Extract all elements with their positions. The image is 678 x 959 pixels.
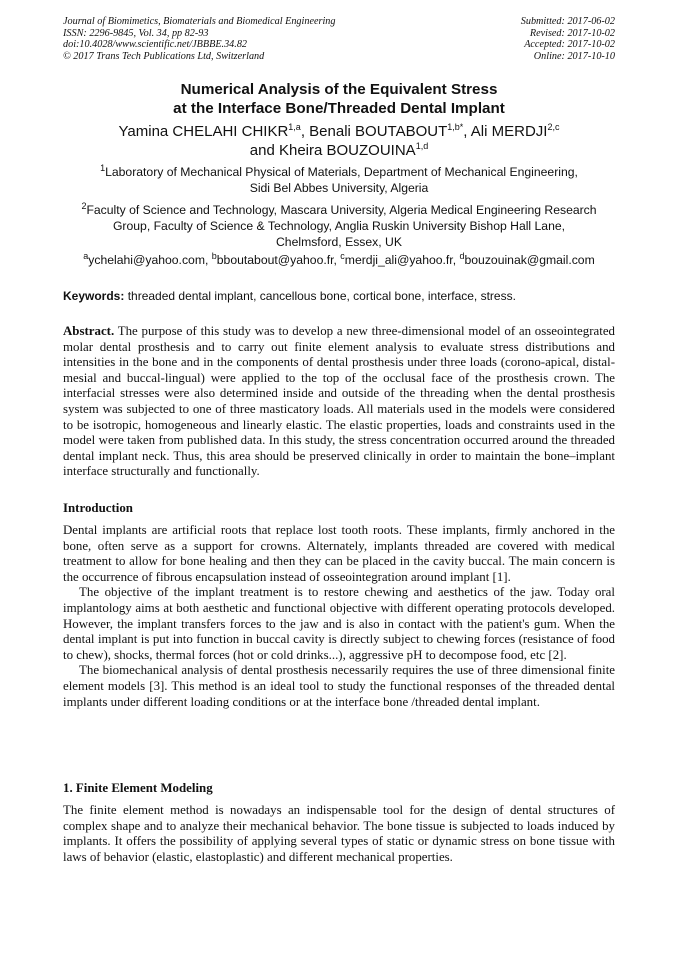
keywords-text: threaded dental implant, cancellous bone, cortical bone, interface, stress.: [124, 289, 516, 303]
intro-paragraph-3: The biomechanical analysis of dental prosthesis necessarily requires the use of three dimensional finite element models [3]. This method is an ideal tool to study the functional responses of the threaded dental implants under different loading conditions or at the interface bone /threaded dental implant.: [63, 663, 615, 709]
email-d-sup: d: [459, 250, 465, 261]
paper-title: [40, 80, 638, 118]
title-line-2: at the Interface Bone/Threaded Dental Implant: [173, 100, 505, 117]
email-b-sup: b: [211, 250, 217, 261]
email-a[interactable]: ychelahi@yahoo.com: [88, 253, 205, 267]
author-4: Kheira BOUZOUINA: [278, 142, 416, 159]
email-sep: ,: [333, 253, 341, 267]
abstract-label: Abstract.: [63, 324, 115, 338]
copyright: © 2017 Trans Tech Publications Ltd, Switzerland: [63, 50, 265, 62]
author-4-sup: 1,d: [415, 141, 429, 151]
affiliation-1-sup: 1: [100, 162, 106, 173]
keywords-label: Keywords:: [63, 289, 125, 303]
email-d[interactable]: bouzouinak@gmail.com: [464, 253, 595, 267]
author-list: [40, 122, 638, 160]
email-sep: ,: [204, 253, 212, 267]
email-c-sup: c: [340, 250, 345, 261]
author-emails: [50, 250, 628, 269]
affiliation-2-line-1: Faculty of Science and Technology, Mascara University, Algeria Medical Engineering Research: [86, 203, 597, 217]
author-sep: ,: [463, 123, 471, 140]
intro-paragraph-1: Dental implants are artificial roots that replace lost tooth roots. These implants, firmly anchored in the bone, often serve as a support for crowns. Alternately, implants threaded are covered with medical treatment to allow for bone healing and then they can be placed in the cavity buccal. The main concern is the occurrence of fibrous encapsulation instead of osseointegration around implant [1].: [63, 523, 615, 584]
submitted-date: Submitted: 2017-06-02: [520, 16, 615, 27]
email-b[interactable]: bboutabout@yahoo.fr: [216, 253, 334, 267]
issn: ISSN: 2296-9845, Vol. 34, pp 82-93: [63, 27, 209, 39]
email-sep: ,: [452, 253, 460, 267]
author-3: Ali MERDJI: [470, 123, 548, 140]
introduction-heading: Introduction: [63, 501, 133, 515]
journal-header: [63, 16, 615, 62]
author-and: and: [249, 142, 279, 159]
journal-name: Journal of Biomimetics, Biomaterials and Biomedical Engineering: [63, 16, 336, 27]
section-1-paragraph-1: The finite element method is nowadays an indispensable tool for the design of dental structures of complex shape and to analyze their mechanical behavior. The bone tissue is subjected to loads induced by implants. It offers the possibility of applying several types of static or dynamic stress on bone tissue with laws of behavior (elastic, elastoplastic) and different mechanical properties.: [63, 803, 615, 864]
author-2: Benali BOUTABOUT: [309, 123, 448, 140]
affiliation-2-line-2: Group, Faculty of Science & Technology, Anglia Ruskin University Bishop Hall Lane,: [112, 218, 566, 233]
section-1-body: [63, 803, 615, 865]
affiliation-2-sup: 2: [81, 200, 87, 211]
affiliation-2: [50, 200, 628, 250]
revised-date: Revised: 2017-10-02: [529, 27, 615, 39]
author-sep: ,: [300, 123, 310, 140]
affiliation-2-line-3: Chelmsford, Essex, UK: [276, 234, 402, 249]
affiliation-1-line-1: Laboratory of Mechanical Physical of Materials, Department of Mechanical Engineering,: [105, 165, 578, 179]
author-1-sup: 1,a: [288, 122, 301, 132]
author-1: Yamina CHELAHI CHIKR: [118, 123, 289, 140]
affiliation-1-line-2: Sidi Bel Abbes University, Algeria: [249, 180, 429, 195]
abstract: [63, 324, 615, 480]
author-2-sup: 1,b*: [447, 122, 464, 132]
keywords: [63, 289, 615, 304]
affiliation-1: [50, 162, 628, 197]
email-a-sup: a: [83, 250, 89, 261]
intro-paragraph-2: The objective of the implant treatment is to restore chewing and aesthetics of the jaw. Today oral implantology aims at both aesthetic and functional objective with different operating protocols developed. However, the implant transfers forces to the jaw and is also in contact with the patient's gum. When the dental implant is put into function in buccal cavity is directly subject to chewing forces (resistance of food to chew), shocks, thermal forces (hot or cold drinks...), aggressive pH to decompose food, etc [2].: [63, 585, 615, 662]
introduction-body: [63, 523, 615, 710]
abstract-text: The purpose of this study was to develop a new three-dimensional model of an osseointegrated molar dental prosthesis and to carry out finite element analysis to evaluate stress distributions and intensities in the bone and in the components of dental prosthesis under three loads (corono-apical, distal-mesial and buccal-lingual) were applied to the top of the occlusal face of the prosthesis crown. The interfacial stresses were also determined inside and outside of the threading when the dental prosthesis system was subjected to one of three masticatory loads. All materials used in the models were considered to be isotropic, homogeneous and linearly elastic. The elastic properties, loads and constraints used in the model were taken from published data. In this study, the stress concentration occurred around the threaded dental implant neck. Thus, this area should be preserved clinically in order to maintain the bone–implant interface structurally and functionally.: [63, 324, 615, 479]
accepted-date: Accepted: 2017-10-02: [524, 39, 615, 51]
section-1-heading: 1. Finite Element Modeling: [63, 781, 213, 795]
doi: doi:10.4028/www.scientific.net/JBBBE.34.82: [63, 39, 248, 51]
email-c[interactable]: merdji_ali@yahoo.fr: [344, 253, 453, 267]
author-3-sup: 2,c: [547, 122, 560, 132]
title-line-1: Numerical Analysis of the Equivalent Stress: [180, 81, 498, 98]
online-date: Online: 2017-10-10: [533, 50, 615, 62]
